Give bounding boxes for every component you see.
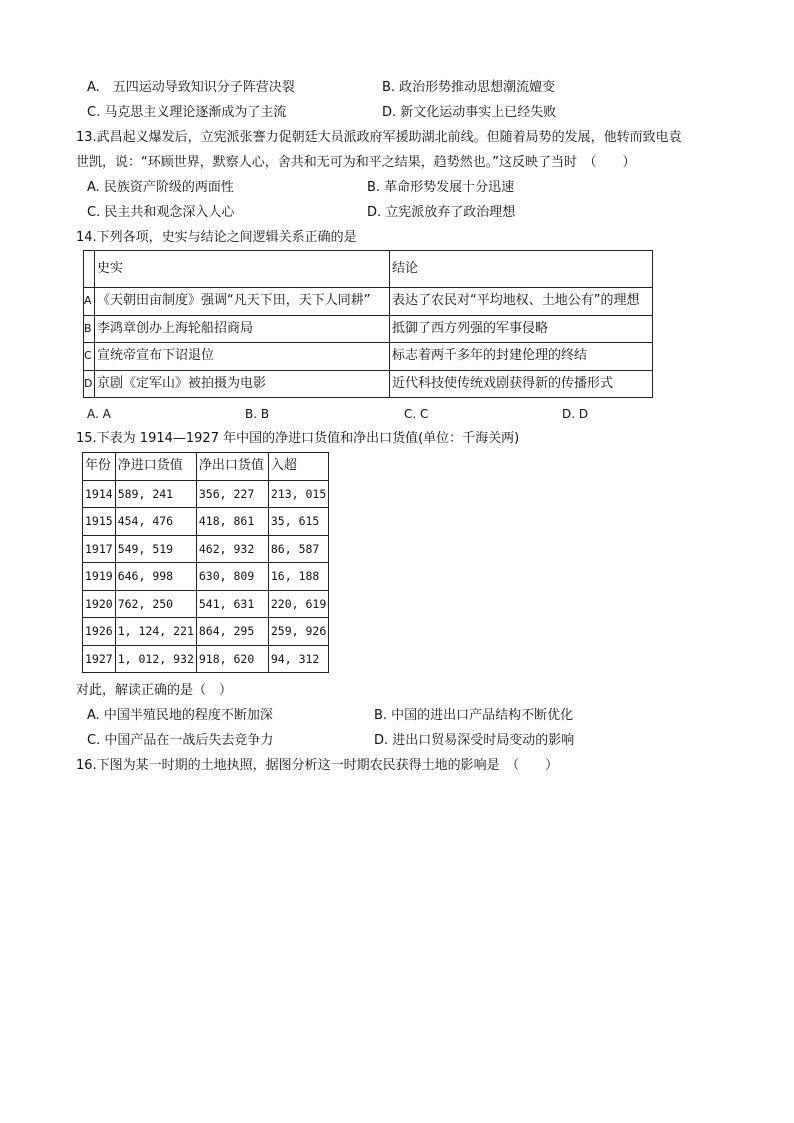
q15-option-c: C. 中国产品在一战后失去竞争力 [87,733,274,748]
table-row [84,288,653,316]
table-cell: 1917 [83,535,116,563]
table-cell: B [84,315,95,343]
table-row [84,370,653,398]
table-header-cell: 净出口货值 [196,453,268,481]
q15-option-d: D. 进出口贸易深受时局变动的影响 [374,733,575,748]
q16-stem: 16.下图为某一时期的土地执照，据图分析这一时期农民获得土地的影响是 （ ） [76,758,559,773]
table-cell: 356, 227 [196,480,268,508]
table-cell: 259, 926 [268,618,328,646]
table-cell: 462, 932 [196,535,268,563]
table-row [84,315,653,343]
table-header-cell: 结论 [390,251,653,288]
table-cell: 918, 620 [196,645,268,673]
q12-option-b: B. 政治形势推动思想潮流嬗变 [382,80,556,95]
table-cell: 标志着两千多年的封建伦理的终结 [390,343,653,371]
table-header-cell: 入超 [268,453,328,481]
table-cell: C [84,343,95,371]
q13-stem-line2: 世凯，说：“环顾世界，默察人心，舍共和无可为和平之结果，趋势然也。”这反映了当时 （ ） [76,155,636,170]
table-cell: 表达了农民对“平均地权、土地公有”的理想 [390,288,653,316]
table-cell: 864, 295 [196,618,268,646]
q14-option-a: A. A [87,407,111,421]
table-cell: 94, 312 [268,645,328,673]
table-cell: 宣统帝宣布下诏退位 [95,343,390,371]
table-cell: 1920 [83,590,116,618]
table-cell: 762, 250 [115,590,196,618]
q12-option-a: A. 五四运动导致知识分子阵营决裂 [87,80,295,95]
table-cell: 646, 998 [115,563,196,591]
table-cell: 1927 [83,645,116,673]
table-cell: 541, 631 [196,590,268,618]
q15-followup: 对此，解读正确的是（ ） [76,683,233,698]
table-cell: 220, 619 [268,590,328,618]
q13-option-b: B. 革命形势发展十分迅速 [367,180,515,195]
table-row [83,563,329,591]
table-cell: 1919 [83,563,116,591]
table-header-cell: 净进口货值 [115,453,196,481]
table-row [83,535,329,563]
table-cell: 35, 615 [268,508,328,536]
q13-option-d: D. 立宪派放弃了政治理想 [367,205,516,220]
table-cell: 近代科技使传统戏剧获得新的传播形式 [390,370,653,398]
table-cell: 630, 809 [196,563,268,591]
q13-option-a: A. 民族资产阶级的两面性 [87,180,234,195]
q14-table [83,250,653,398]
q13-option-c: C. 民主共和观念深入人心 [87,205,235,220]
table-row [84,343,653,371]
table-cell: 《天朝田亩制度》强调“凡天下田，天下人同耕” [95,288,390,316]
table-cell: 16, 188 [268,563,328,591]
table-row [83,590,329,618]
table-cell: 抵御了西方列强的军事侵略 [390,315,653,343]
table-cell: 454, 476 [115,508,196,536]
q14-stem: 14.下列各项，史实与结论之间逻辑关系正确的是 [76,230,357,245]
q13-stem-line1: 13.武昌起义爆发后，立宪派张謇力促朝廷大员派政府军援助湖北前线。但随着局势的发展，他转而致电袁 [76,130,682,145]
table-cell: 418, 861 [196,508,268,536]
table-cell: 86, 587 [268,535,328,563]
table-cell: 549, 519 [115,535,196,563]
table-cell: 李鸿章创办上海轮船招商局 [95,315,390,343]
table-header-row [83,453,329,481]
table-cell: 213, 015 [268,480,328,508]
table-row [83,508,329,536]
table-cell: 589, 241 [115,480,196,508]
table-cell: A [84,288,95,316]
table-cell: 1, 012, 932 [115,645,196,673]
table-cell: 1926 [83,618,116,646]
q15-stem: 15.下表为 1914—1927 年中国的净进口货值和净出口货值(单位：千海关两) [76,431,520,446]
q14-option-c: C. C [404,407,429,421]
table-header-cell [84,251,95,288]
q15-option-b: B. 中国的进出口产品结构不断优化 [374,708,574,723]
table-row [83,480,329,508]
q12-option-c: C. 马克思主义理论逐渐成为了主流 [87,105,287,120]
table-row [83,618,329,646]
table-cell: D [84,370,95,398]
table-header-row [84,251,653,288]
q12-option-d: D. 新文化运动事实上已经失败 [382,105,557,120]
table-cell: 1914 [83,480,116,508]
table-header-cell: 史实 [95,251,390,288]
table-cell: 1915 [83,508,116,536]
table-header-cell: 年份 [83,453,116,481]
table-cell: 1, 124, 221 [115,618,196,646]
table-cell: 京剧《定军山》被拍摄为电影 [95,370,390,398]
table-row [83,645,329,673]
q14-option-b: B. B [245,407,270,421]
q14-option-d: D. D [562,407,589,421]
q15-table [82,452,329,673]
q15-option-a: A. 中国半殖民地的程度不断加深 [87,708,273,723]
